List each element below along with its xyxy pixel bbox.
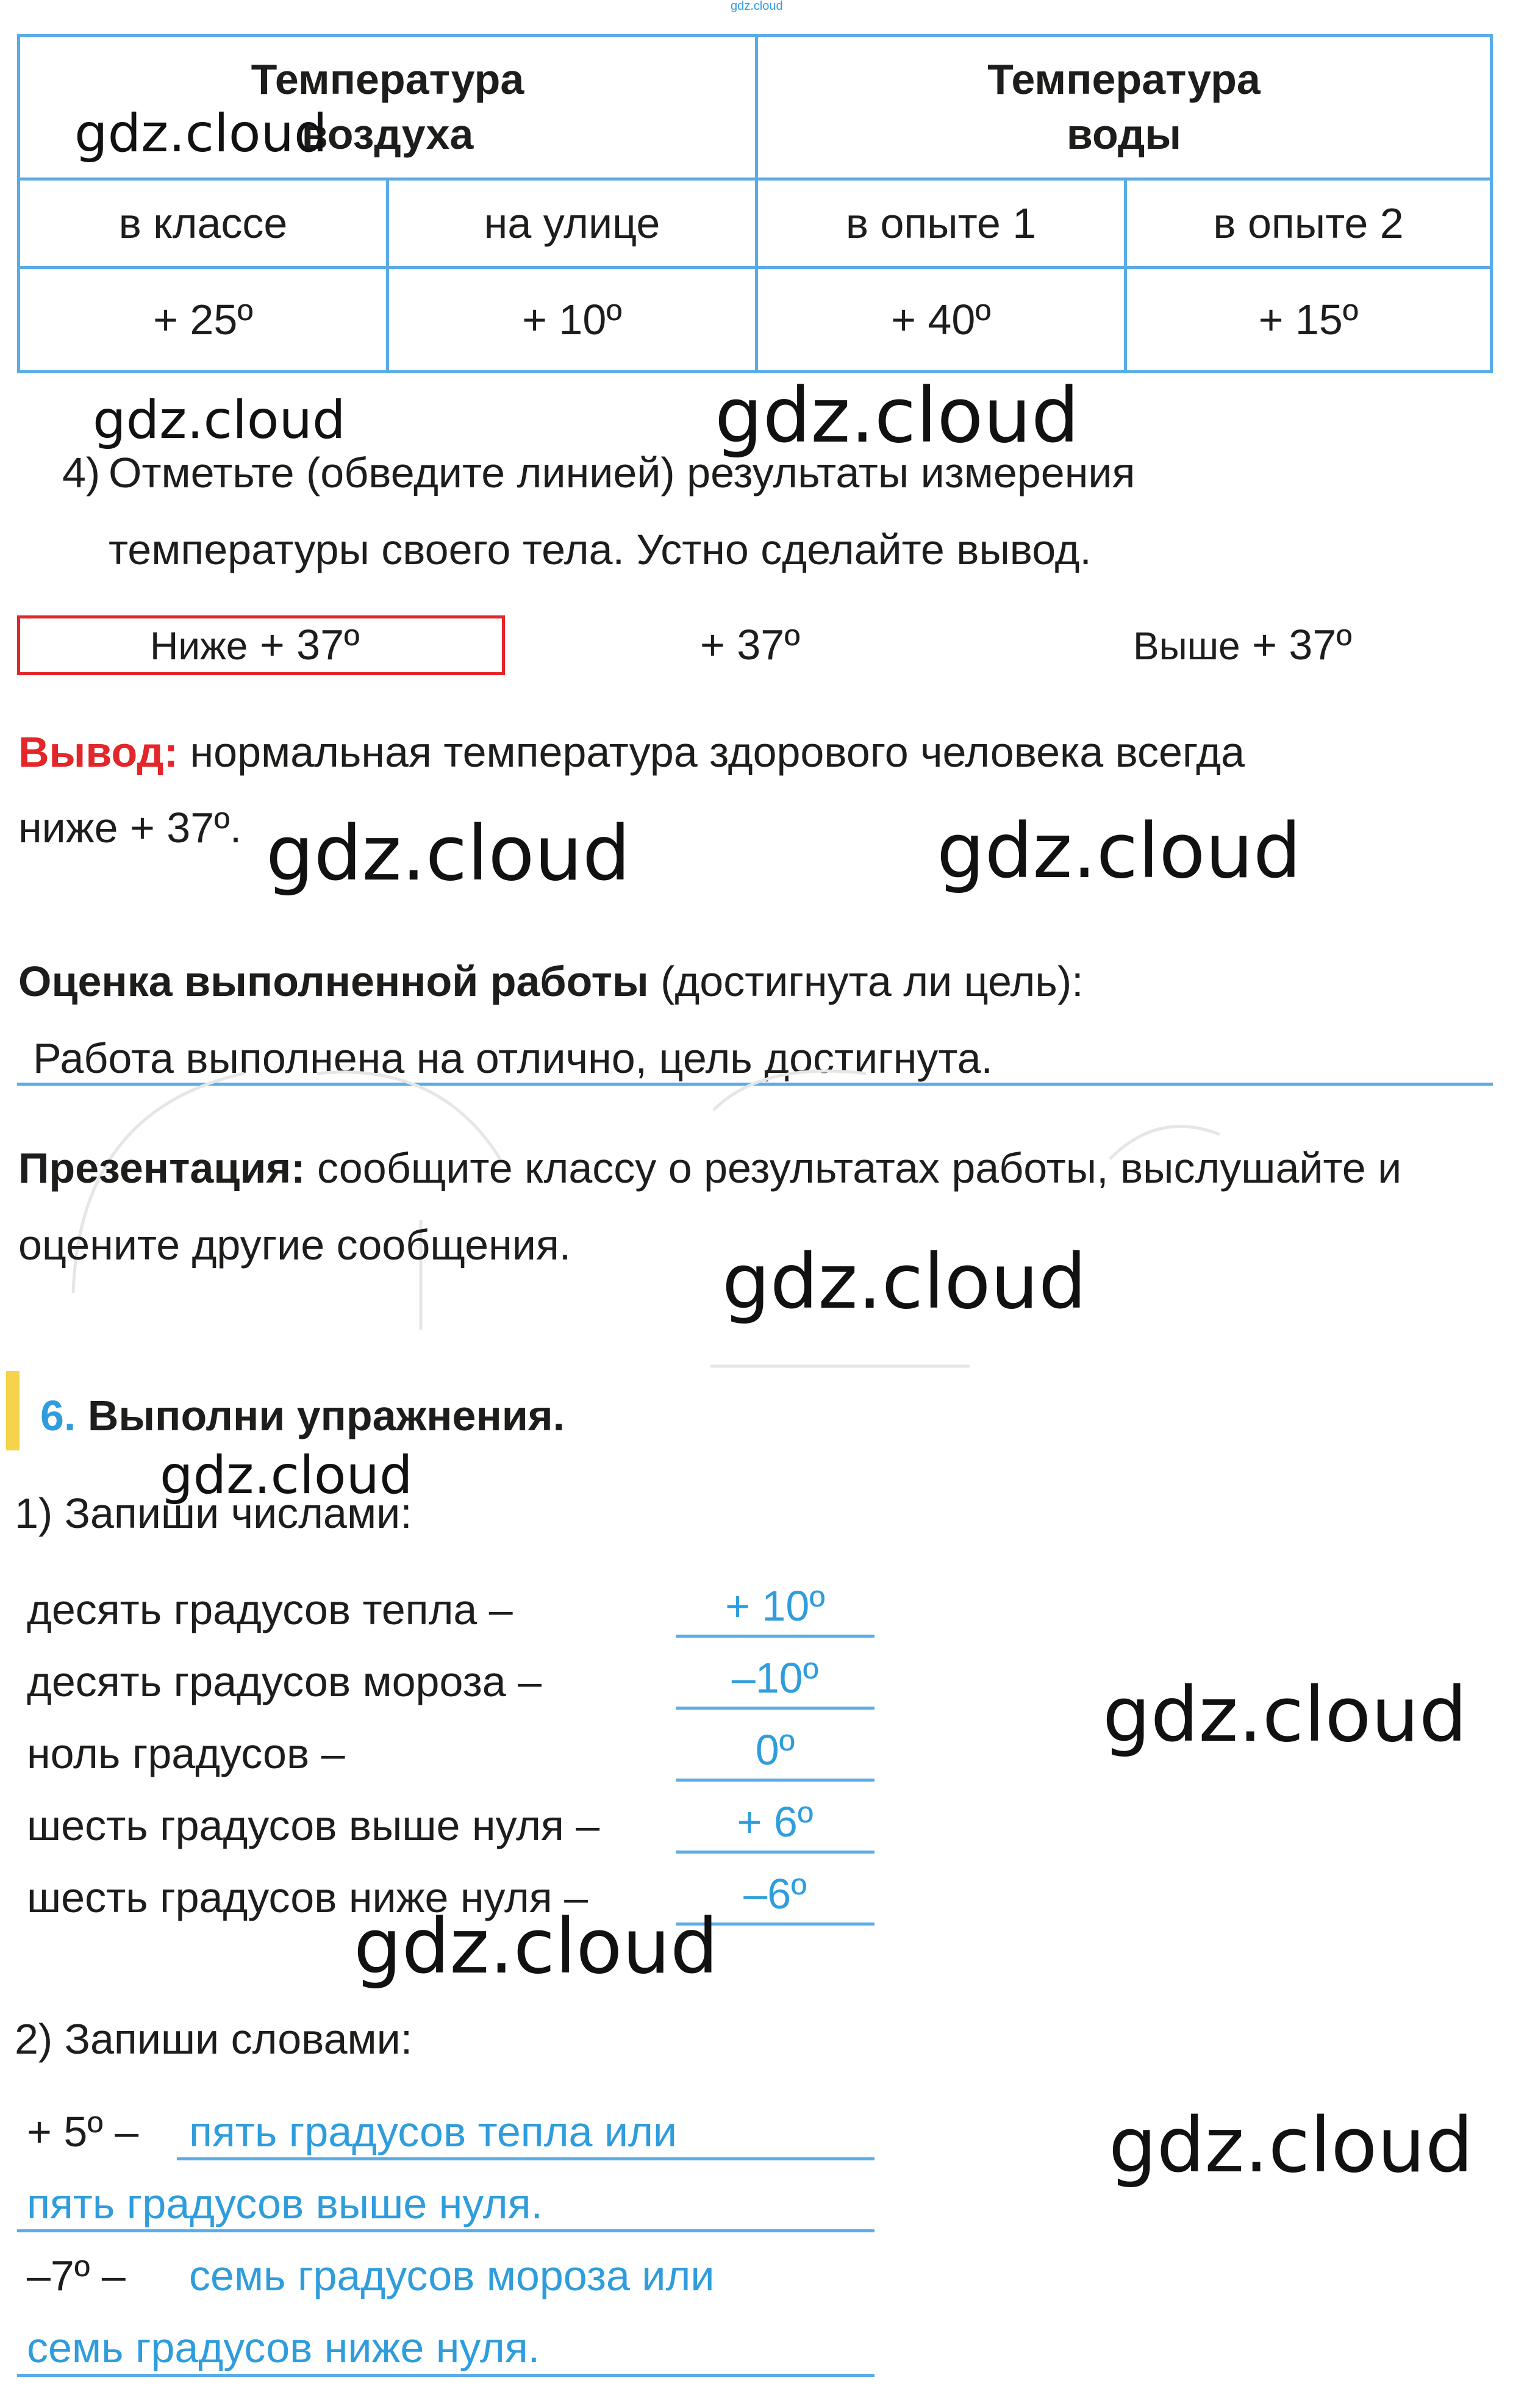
- conclusion-label: Вывод:: [18, 728, 179, 776]
- option-above[interactable]: [1133, 623, 1352, 666]
- part1-row-label: шесть градусов ниже нуля –: [27, 1874, 588, 1921]
- table-header-air-line2: воздуха: [301, 110, 474, 158]
- table-header-water: [755, 34, 1493, 181]
- table-header-air-line1: Температура: [251, 56, 524, 104]
- table-value: + 25º: [17, 266, 389, 373]
- option-above-word: Выше: [1133, 624, 1240, 668]
- option-below-value: + 37º: [259, 621, 360, 668]
- part1-row-answer[interactable]: –10º: [731, 1654, 819, 1702]
- part1-row-label: десять градусов тепла –: [27, 1586, 513, 1633]
- task4-line1: Отметьте (обведите линией) результаты измерения: [109, 449, 1136, 496]
- part2-answer-line1[interactable]: пять градусов тепла или: [189, 2108, 677, 2155]
- table-value: + 15º: [1124, 266, 1493, 373]
- part2-underline: [17, 2229, 875, 2232]
- watermark: gdz.cloud: [266, 810, 631, 898]
- watermark: gdz.cloud: [937, 808, 1301, 895]
- option-above-value: + 37º: [1252, 621, 1352, 668]
- conclusion-line2: ниже + 37º.: [18, 804, 242, 851]
- table-subheader: в опыте 1: [755, 177, 1127, 269]
- part1-row-answer[interactable]: –6º: [743, 1870, 807, 1918]
- temperature-table: [17, 34, 1493, 373]
- presentation-label: Презентация:: [18, 1144, 306, 1192]
- exercise6-number: 6.: [40, 1392, 76, 1439]
- part1-row-label: десять градусов мороза –: [27, 1658, 542, 1705]
- watermark: gdz.cloud: [1109, 2102, 1473, 2190]
- part2-answer-line1[interactable]: семь градусов мороза или: [189, 2252, 715, 2299]
- part1-row-underline: [676, 1635, 875, 1638]
- exercise6-heading: [40, 1394, 565, 1437]
- table-header-water-line2: воды: [1066, 110, 1182, 158]
- evaluation-line: [18, 960, 1084, 1003]
- evaluation-answer: Работа выполнена на отлично, цель достигнута.: [33, 1034, 993, 1082]
- part2-value: + 5º –: [27, 2108, 139, 2155]
- presentation-line2: оцените другие сообщения.: [18, 1221, 571, 1269]
- watermark: gdz.cloud: [715, 372, 1079, 460]
- part2-answer-line2[interactable]: семь градусов ниже нуля.: [27, 2324, 540, 2371]
- part1-row-answer[interactable]: + 10º: [725, 1582, 825, 1630]
- part1-row-label: шесть градусов выше нуля –: [27, 1802, 600, 1849]
- watermark: gdz.cloud: [1103, 1671, 1467, 1759]
- table-subheader: на улице: [386, 177, 758, 269]
- table-subheader: в опыте 2: [1124, 177, 1493, 269]
- watermark: gdz.cloud: [354, 1903, 718, 1991]
- watermark: gdz.cloud: [74, 103, 327, 164]
- table-header-water-line1: Температура: [987, 56, 1261, 104]
- watermark: gdz.cloud: [722, 1238, 1087, 1326]
- conclusion-text1: нормальная температура здорового человека всегда: [190, 728, 1245, 776]
- option-below-word: Ниже: [150, 624, 248, 668]
- part2-value: –7º –: [27, 2252, 126, 2299]
- part2-underline: [177, 2157, 875, 2160]
- presentation-line1: [18, 1144, 1402, 1192]
- part1-row-underline: [676, 1851, 875, 1854]
- top-watermark: gdz.cloud: [731, 0, 783, 13]
- table-subheader: в классе: [17, 177, 389, 269]
- table-value: + 10º: [386, 266, 758, 373]
- part1-title: 1) Запиши числами:: [15, 1489, 412, 1537]
- part1-row-label: ноль градусов –: [27, 1730, 345, 1777]
- conclusion-line1: [18, 728, 1245, 776]
- watermark: gdz.cloud: [93, 390, 346, 451]
- part1-row-answer[interactable]: + 6º: [737, 1798, 814, 1846]
- table-value: + 40º: [755, 266, 1127, 373]
- exercise6-title: Выполни упражнения.: [87, 1392, 565, 1439]
- part2-underline: [17, 2374, 875, 2377]
- part1-row-underline: [676, 1707, 875, 1710]
- part1-row-underline: [676, 1779, 875, 1782]
- evaluation-rest: (достигнута ли цель):: [660, 958, 1084, 1005]
- watermark: gdz.cloud: [160, 1445, 413, 1506]
- evaluation-label: Оценка выполненной работы: [18, 958, 649, 1005]
- part1-row-answer[interactable]: 0º: [755, 1726, 795, 1774]
- faint-background-arcs: [0, 1034, 1513, 1378]
- part2-title: 2) Запиши словами:: [15, 2015, 413, 2063]
- option-equal[interactable]: + 37º: [700, 621, 800, 668]
- part2-answer-line2[interactable]: пять градусов выше нуля.: [27, 2180, 543, 2227]
- task4-line2: температуры своего тела. Устно сделайте вывод.: [109, 526, 1092, 573]
- option-below[interactable]: [150, 623, 360, 666]
- presentation-text1: сообщите классу о результатах работы, выслушайте и: [317, 1144, 1402, 1192]
- section-marker-bar: [6, 1371, 20, 1450]
- task4-number: 4): [62, 449, 101, 496]
